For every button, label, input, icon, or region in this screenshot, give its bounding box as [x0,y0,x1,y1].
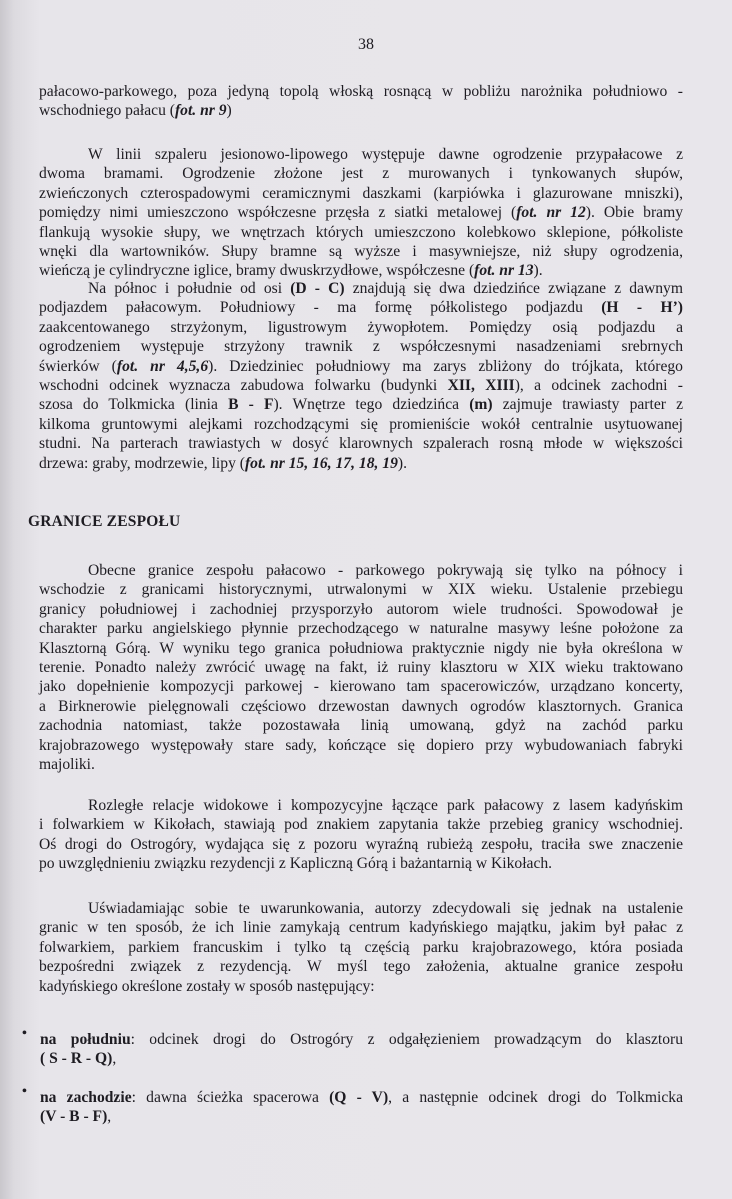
text-run: wschodni odcinek wyznacza zabudowa folwarku (budynki [39,376,448,394]
paragraph [39,561,683,774]
emphasized-text: (H - H’) [601,299,683,317]
text-run: Oś drogi do Ostrogóry, wydająca się z pozoru wyraźną rubieżą zespołu, traciła swe znaczenie [39,835,683,853]
text-run: folwarkiem, parkiem francuskim i tylko tą częścią parku krajobrazowego, która posiada [39,938,683,956]
paragraph [39,796,683,874]
text-run: ogrodzeniem występuje strzyżony trawnik z współczesnymi nasadzeniami srebrnych [39,338,683,356]
bullet-icon: • [22,1084,27,1099]
text-line [39,279,683,298]
emphasized-text: fot. nr 15, 16, 17, 18, 19 [244,454,398,472]
emphasized-text: fot. nr 13 [474,262,534,280]
text-line [40,1107,683,1126]
text-line [39,977,683,996]
text-line [39,261,683,280]
text-run: świerków ( [39,357,117,375]
text-line [39,82,683,101]
emphasized-text: (m) [469,396,493,414]
text-line [39,755,683,774]
text-run: pałacowo-parkowego, poza jedyną topolą włoską rosnącą w pobliżu narożnika południowo - [39,83,683,100]
emphasized-text: (Q - V) [329,1089,389,1106]
text-line [39,580,683,599]
emphasized-text: fot. nr 9 [174,102,227,120]
text-run: Klasztorną Górą. W wyniku tego granica południowa praktycznie nigdy nie była określona w [39,639,683,657]
text-run: zaakcentowanego strzyżonym, ligustrowym żywopłotem. Pomiędzy osią podjazdu a [39,318,683,336]
text-run: charakter parku angielskiego płynnie przechodzącego w naturalne masywy leśne położone za [39,620,683,638]
text-line [39,677,683,696]
text-run: a Birknerowie pielęgnowali częściowo drzewostan dawnych ogrodów klasztornych. Granica [39,697,683,715]
text-line [39,854,683,873]
text-run: Obecne granice zespołu pałacowo - parkowego pokrywają się tylko na północy i [88,562,683,579]
text-line [39,101,683,120]
text-run: jako dopełnienie kompozycji parkowej - kierowano tam spacerowiczów, urządzano koncerty, [39,678,683,696]
page-number: 38 [358,36,374,53]
text-run: : dawna ścieżka spacerowa [131,1089,330,1106]
text-run: kadyńskiego określone zostały w sposób następujący: [39,977,375,995]
text-line [39,716,683,735]
text-line [39,600,683,619]
text-line [39,318,683,337]
emphasized-text: B - F [228,396,274,414]
text-run: ). Dziedziniec południowy ma zarys zbliżony do trójkata, którego [208,357,683,375]
text-run: , a następnie odcinek drogi do Tolkmicka [388,1089,684,1106]
emphasized-text: fot. nr 4,5,6 [116,357,209,375]
text-line [39,619,683,638]
emphasized-text: XII, XIII [447,376,515,394]
text-run: dwoma bramami. Ogrodzenie złożone jest z murowanych i tynkowanych słupów, [39,165,683,183]
text-run: zachodnia natomiast, także pozostawała linią umowaną, gdyż na zachód parku [39,717,683,735]
text-line [39,395,683,414]
text-run: bezpośredni związek z rezydencją. W myśl tego założenia, aktualne granice zespołu [39,958,683,976]
text-run: ). [397,454,407,472]
text-run: terenie. Ponadto należy zwrócić uwagę na fakt, iż ruiny klasztoru w XIX wieku traktowano [39,658,683,676]
text-line [39,454,683,473]
text-run: zwieńczonych czterospadowymi ceramicznymi daszkami (karpiówka i glazurowane mniszki), [39,184,683,202]
text-run: krajobrazowego występowały stare sady, kończące się dopiero przy wybudowaniach fabryki [39,736,683,754]
text-line [39,145,683,164]
emphasized-text: (V - B - F) [40,1108,108,1126]
text-run: Na północ i południe od osi [88,280,291,297]
text-run: kilkoma gruntowymi alejkami rozchodzącymi się promieniście wokół centralnie usytuowanej [39,415,683,433]
text-line [39,658,683,677]
text-run: i folwarkiem w Kikołach, stawiają pod znakiem zapytania także przebieg granicy wschodniej. [39,816,683,834]
text-run: ), a odcinek zachodni - [514,376,683,394]
text-run: majoliki. [39,755,95,773]
text-run: wschodzie z granicami historycznymi, utrwalonymi w XIX wieku. Ustalenie przebiegu [39,581,683,599]
paragraph [39,145,683,281]
text-line [39,337,683,356]
paragraph [39,82,683,121]
text-run: granicy południowej i zachodniej przysporzyło autorom wiele trudności. Spowodował je [39,600,683,618]
text-line [39,815,683,834]
text-run: studni. Na parterach trawiastych w dosyć klarownych szpalerach rosną młode w większości [39,435,683,453]
text-run: Rozległe relacje widokowe i kompozycyjne łączące park pałacowy z lasem kadyńskim [88,797,683,814]
text-run: wnęki dla wartowników. Słupy bramne są wyższe i masywniejsze, niż słupy ogrodzenia, [39,242,683,260]
paragraph [39,279,683,473]
text-line [39,298,683,317]
text-line [39,164,683,183]
text-line [39,697,683,716]
text-run: wieńczą je cylindryczne iglice, bramy dwuskrzydłowe, współczesne ( [39,262,475,280]
text-line [39,918,683,937]
text-line [39,835,683,854]
text-line [39,561,683,580]
text-run: podjazdem pałacowym. Południowy - ma formę półkolistego podjazdu [39,299,602,317]
text-line [39,376,683,395]
text-line [40,1030,683,1049]
text-run: drzewa: graby, modrzewie, lipy ( [39,454,245,472]
text-run: pomiędzy nimi umieszczono współczesne przęsła z siatki metalowej ( [39,204,517,222]
text-line [39,938,683,957]
text-line [40,1049,683,1068]
section-heading: GRANICE ZESPOŁU [28,513,181,530]
text-line [39,415,683,434]
text-run: , [112,1050,117,1068]
emphasized-text: ( S - R - Q) [40,1050,113,1068]
text-line [39,899,683,918]
emphasized-text: na południu [40,1031,131,1048]
bullet-item [40,1030,683,1069]
bullet-icon: • [22,1026,27,1041]
emphasized-text: na zachodzie [40,1089,132,1106]
text-line [39,796,683,815]
text-line [39,184,683,203]
text-line [39,957,683,976]
text-line [40,1088,683,1107]
text-run: ). Wnętrze tego dziedzińca [273,396,470,414]
text-run: zajmuje trawiasty parter z [492,396,684,414]
emphasized-text: fot. nr 12 [516,204,586,222]
text-run: granic w ten sposób, że ich linie zamykają centrum kadyńskiego majątku, jakim był pałac z [39,919,683,937]
text-line [39,357,683,376]
text-line [39,203,683,222]
text-run: ) [226,102,232,120]
text-run: wschodniego pałacu ( [39,102,175,120]
bullet-item [40,1088,683,1127]
text-line [39,242,683,261]
text-run: : odcinek drogi do Ostrogóry z odgałęzieniem prowadzącym do klasztoru [130,1031,683,1048]
text-run: flankują wysokie słupy, we wnętrzach których umieszczono kolebkowo sklepione, półkoliste [39,223,683,241]
text-line [39,223,683,242]
text-line [39,736,683,755]
text-run: Uświadamiając sobie te uwarunkowania, autorzy zdecydowali się jednak na ustalenie [88,900,683,917]
text-run: , [107,1108,112,1126]
text-line [39,639,683,658]
emphasized-text: (D - C) [290,280,345,297]
text-run: W linii szpaleru jesionowo-lipowego występuje dawne ogrodzenie przypałacowe z [88,146,683,163]
text-line [39,434,683,453]
text-run: ). [533,262,543,280]
text-run: po uwzględnieniu związku rezydencji z Kapliczną Górą i bażantarnią w Kikołach. [39,855,553,873]
text-run: ). Obie bramy [585,204,684,222]
paragraph [39,899,683,996]
text-run: szosa do Tolkmicka (linia [39,396,229,414]
text-run: znajdują się dwa dziedzińce związane z dawnym [344,280,683,297]
